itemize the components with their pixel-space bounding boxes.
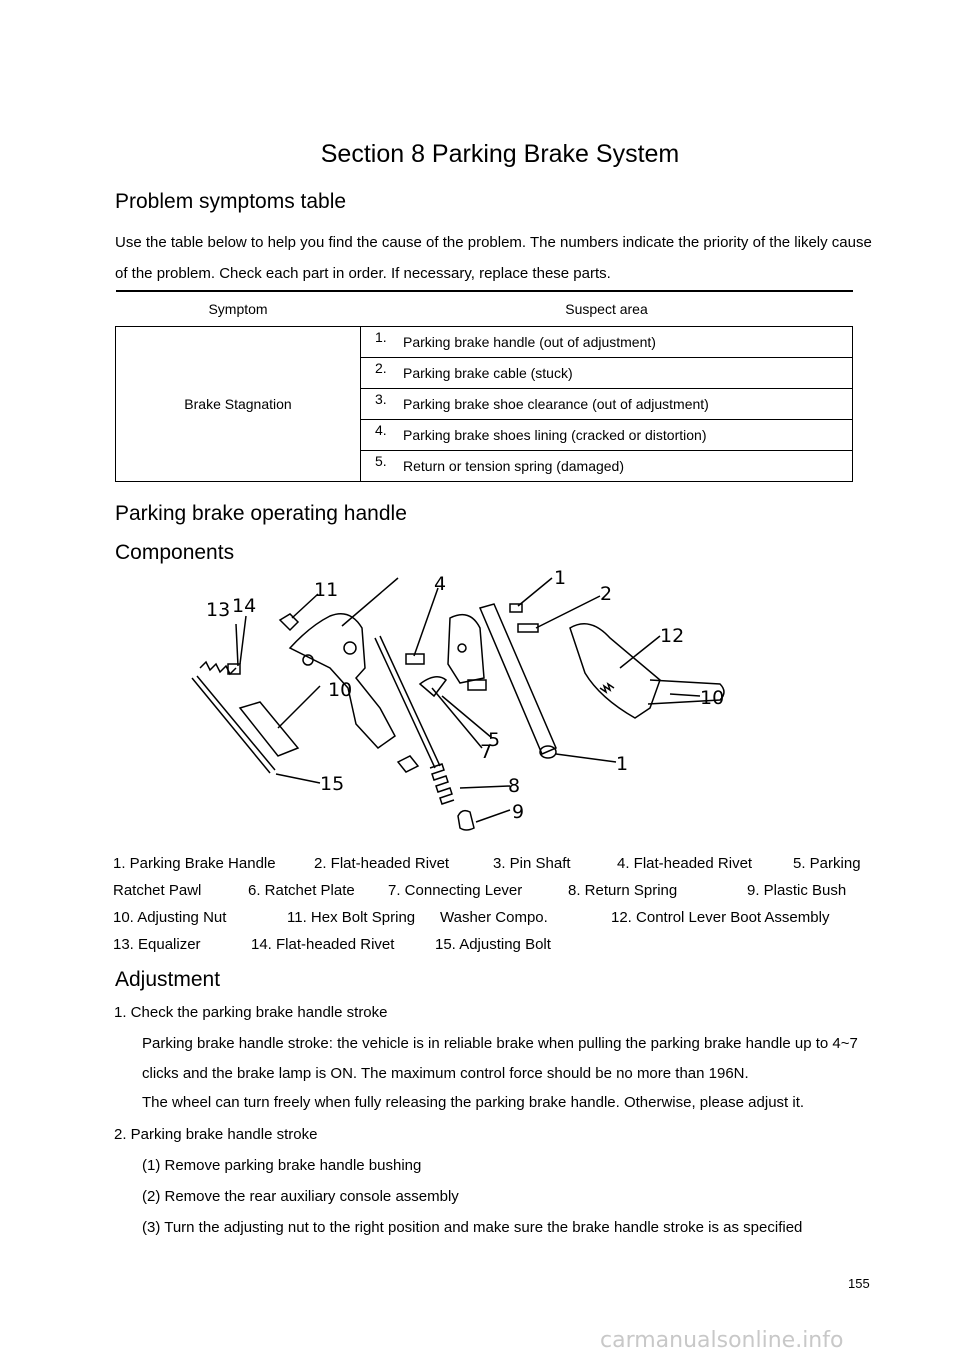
intro-paragraph: Use the table below to help you find the cause of the problem. The numbers indicate the priority of the likely cause of the problem. Check each part in order. If necessary, replace these parts. [115, 234, 872, 282]
label-11: 11 [314, 579, 339, 601]
page-number: 155 [848, 1276, 870, 1291]
label-15: 15 [320, 773, 345, 795]
label-13: 13 [206, 599, 231, 621]
legend-item: 2. Flat-headed Rivet [314, 855, 450, 872]
header-suspect-area: Suspect area [361, 291, 853, 327]
legend-item: 11. Hex Bolt Spring [287, 909, 416, 926]
step-1-paragraph-2: The wheel can turn freely when fully releasing the parking brake handle. Otherwise, please adjust it. [142, 1094, 805, 1111]
item-number: 1. [375, 329, 387, 345]
suspect-area-item [361, 420, 853, 451]
label-7: 7 [480, 741, 493, 763]
legend-item: 14. Flat-headed Rivet [251, 936, 395, 953]
label-4: 4 [434, 573, 447, 595]
watermark: carmanualsonline.info [600, 1328, 844, 1353]
rivet-2-part [510, 604, 538, 632]
handle-heading: Parking brake operating handle [115, 502, 407, 525]
label-5: 5 [488, 729, 501, 751]
step-2: 2. Parking brake handle stroke [114, 1126, 318, 1143]
label-9: 9 [512, 801, 525, 823]
components-legend [113, 850, 873, 962]
equalizer-rod-part [192, 676, 275, 773]
plastic-bush-part [458, 811, 474, 830]
suspect-area-item [361, 327, 853, 358]
components-diagram [180, 568, 750, 838]
sub-step-2: (2) Remove the rear auxiliary console assembly [142, 1188, 459, 1205]
problem-symptoms-table [115, 290, 853, 482]
label-8: 8 [508, 775, 521, 797]
step-1-paragraph-1: Parking brake handle stroke: the vehicle is in reliable brake when pulling the parking brake handle up to 4~7 clicks and the brake lamp is ON. The maximum control force should be no more than 196N. [142, 1035, 858, 1082]
suspect-area-item [361, 358, 853, 389]
legend-item: Ratchet Pawl [113, 882, 202, 899]
legend-item: 3. Pin Shaft [493, 855, 571, 872]
ratchet-pawl-part [420, 677, 446, 696]
label-2: 2 [600, 583, 613, 605]
rivet-4-part [406, 654, 424, 664]
item-text: Parking brake handle (out of adjustment) [403, 334, 656, 350]
return-spring-part [430, 764, 454, 804]
item-number: 2. [375, 360, 387, 376]
legend-item: 13. Equalizer [113, 936, 201, 953]
legend-item: 7. Connecting Lever [388, 882, 523, 899]
step-1: 1. Check the parking brake handle stroke [114, 1004, 388, 1021]
legend-item: 6. Ratchet Plate [248, 882, 355, 899]
leader-lines [236, 578, 700, 822]
label-14: 14 [232, 595, 257, 617]
label-1-bottom: 1 [616, 753, 629, 775]
item-text: Return or tension spring (damaged) [403, 458, 625, 474]
label-12: 12 [660, 625, 685, 647]
problem-symptoms-heading: Problem symptoms table [115, 190, 347, 213]
components-heading: Components [115, 541, 235, 564]
legend-item: 15. Adjusting Bolt [435, 936, 551, 953]
table-header-row [116, 291, 853, 327]
item-number: 3. [375, 391, 387, 407]
sub-step-3: (3) Turn the adjusting nut to the right position and make sure the brake handle stroke is as specified [142, 1219, 803, 1236]
item-text: Parking brake shoe clearance (out of adjustment) [403, 396, 709, 412]
hex-bolt-part [280, 614, 298, 630]
item-number: 4. [375, 422, 387, 438]
label-10-right: 10 [700, 687, 725, 709]
legend-item: 4. Flat-headed Rivet [617, 855, 753, 872]
symptom-cell: Brake Stagnation [116, 327, 361, 482]
label-10-left: 10 [328, 679, 353, 701]
diagram-labels [206, 568, 724, 823]
legend-item: 8. Return Spring [568, 882, 678, 899]
label-1-top: 1 [554, 568, 567, 589]
table-row [116, 327, 853, 358]
legend-item: 5. Parking [793, 855, 861, 872]
item-text: Parking brake cable (stuck) [403, 365, 573, 381]
item-text: Parking brake shoes lining (cracked or distortion) [403, 427, 707, 443]
adjusting-nut-part [398, 756, 418, 772]
legend-item: 10. Adjusting Nut [113, 909, 227, 926]
sub-step-1: (1) Remove parking brake handle bushing [142, 1157, 422, 1174]
legend-item: Washer Compo. [440, 909, 548, 926]
suspect-area-item [361, 389, 853, 420]
adjustment-heading: Adjustment [115, 968, 221, 991]
connecting-lever-part [375, 636, 440, 768]
legend-item: 1. Parking Brake Handle [113, 855, 276, 872]
item-number: 5. [375, 453, 387, 469]
ratchet-plate-part [448, 615, 486, 690]
header-symptom: Symptom [116, 291, 361, 327]
page-title: Section 8 Parking Brake System [320, 140, 680, 168]
legend-item: 9. Plastic Bush [747, 882, 847, 899]
suspect-area-item [361, 451, 853, 482]
control-lever-boot-part [570, 624, 660, 718]
legend-item: 12. Control Lever Boot Assembly [611, 909, 830, 926]
